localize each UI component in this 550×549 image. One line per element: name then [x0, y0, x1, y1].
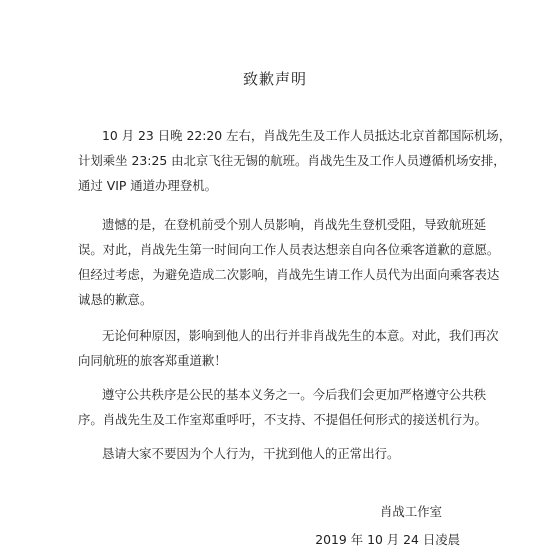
paragraph-line: 误。对此，肖战先生第一时间向工作人员表达想亲自向各位乘客道歉的意愿。	[78, 242, 500, 257]
paragraph-line: 恳请大家不要因为个人行为，干扰到他人的正常出行。	[102, 446, 400, 461]
paragraph-4	[78, 382, 488, 432]
paragraph-5	[78, 441, 488, 466]
paragraph-line: 但经过考虑，为避免造成二次影响，肖战先生请工作人员代为出面向乘客表达	[78, 267, 500, 282]
paragraph-line: 序。肖战先生及工作室郑重呼吁，不支持、不提倡任何形式的接送机行为。	[78, 412, 487, 427]
paragraph-line: 通过 VIP 通道办理登机。	[78, 178, 217, 193]
paragraph-line: 10 月 23 日晚 22:20 左右，肖战先生及工作人员抵达北京首都国际机场，	[102, 128, 512, 143]
paragraph-3	[78, 323, 499, 373]
signature-date: 2019 年 10 月 24 日凌晨	[315, 532, 460, 547]
paragraph-line: 向同航班的旅客郑重道歉！	[78, 353, 227, 368]
paragraph-line: 无论何种原因，影响到他人的出行并非肖战先生的本意。对此，我们再次	[102, 328, 499, 343]
paragraph-line: 诚恳的歉意。	[78, 292, 153, 307]
paragraph-line: 遗憾的是，在登机前受个别人员影响，肖战先生登机受阻，导致航班延	[102, 217, 487, 232]
paragraph-2	[78, 212, 500, 312]
paragraph-line: 计划乘坐 23:25 由北京飞往无锡的航班。肖战先生及工作人员遵循机场安排，	[78, 153, 506, 168]
paragraph-line: 遵守公共秩序是公民的基本义务之一。今后我们会更加严格遵守公共秩	[102, 387, 487, 402]
signature-organization: 肖战工作室	[380, 504, 442, 519]
paragraph-1	[78, 123, 512, 198]
document-title: 致歉声明	[242, 70, 307, 88]
